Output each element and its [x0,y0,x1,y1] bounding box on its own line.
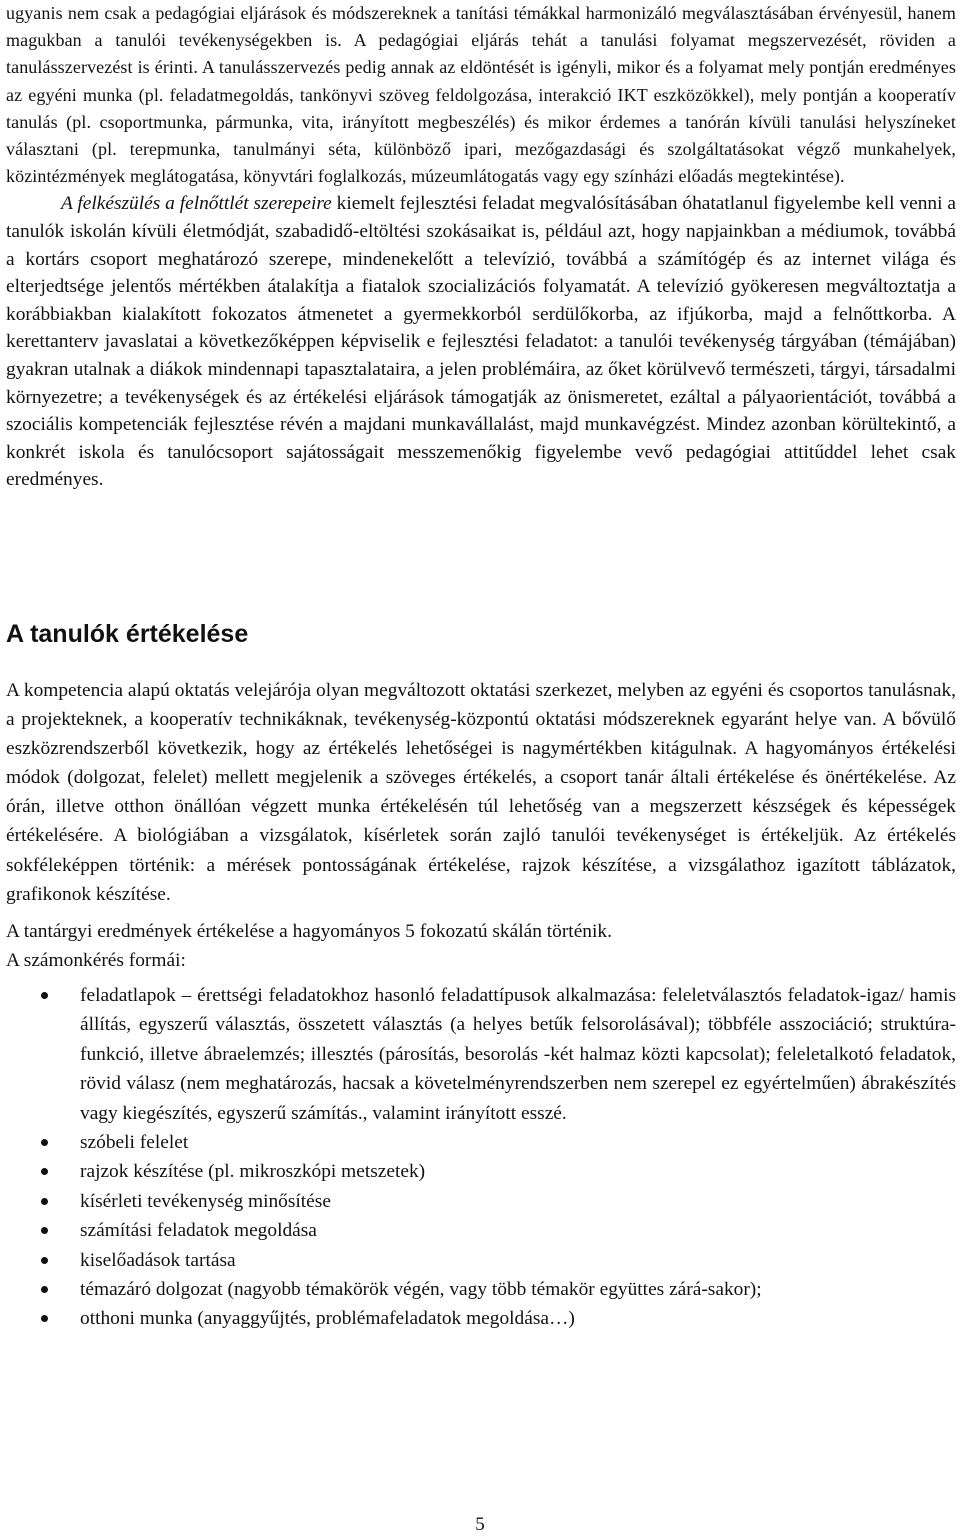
list-item: témazáró dolgozat (nagyobb témakörök végén, vagy több témakör együttes zárá-sakor); [6,1275,956,1304]
bullet-icon [41,992,48,999]
list-item: feladatlapok – érettségi feladatokhoz hasonló feladattípusok alkalmazása: feleletválasztós feladatok-igaz/ hamis állítás, egyszerű választás, összetett választás (a helyes betűk felsorolásával); többféle asszociáció; struktúra-funkció, illetve ábraelemzés; illesztés (párosítás, besorolás -két halmaz közti kapcsolat); feleletalkotó feladatok, rövid válasz (nem meghatározás, hacsak a követelményrendszerben nem szerepel ez egyértelműen) ábrakészítés vagy kiegészítés, egyszerű számítás., valamint irányított esszé. [6,981,956,1128]
bullet-icon [41,1257,48,1264]
bullet-icon [41,1286,48,1293]
assessment-section [6,676,956,1334]
paragraph-assessment-forms: A számonkérés formái: [6,949,186,971]
document-page [6,0,956,494]
paragraph-grading-scale: A tantárgyi eredmények értékelése a hagyományos 5 fokozatú skálán történik. [6,920,612,942]
list-item: számítási feladatok megoldása [6,1216,956,1245]
paragraph-learning-organization: ugyanis nem csak a pedagógiai eljárások és módszereknek a tanítási témákkal harmonizáló megválasztásában érvényesül, hanem magukban a tanulói tevékenységekben is. A pedagógiai eljárás tehát a tanulási folyamat megszervezését, röviden a tanulásszervezést is érinti. A tanulásszervezés pedig annak az eldöntését is igényli, mikor és a folyamat mely pontján eredményes az egyéni munka (pl. feladatmegoldás, tankönyvi szöveg feldolgozása, interakció IKT eszközökkel), mely pontján a kooperatív tanulás (pl. csoportmunka, pármunka, vita, irányított megbeszélés) és mikor érdemes a tanórán kívüli tanulási helyszíneket választani (pl. terepmunka, tanulmányi séta, különböző ipari, mezőgazdasági és szolgáltatásokat végző munkahelyek, közintézmények meglátogatása, könyvtári foglalkozás, múzeumlátogatás vagy egy színházi előadás megtekintése). [6,3,956,187]
emphasis-phrase: A felkészülés a felnőttlét szerepeire [61,193,332,215]
bullet-icon [41,1315,48,1322]
section-heading: A tanulók értékelése [6,620,249,648]
paragraph-text: kiemelt fejlesztési feladat megvalósításában óhatatlanul figyelembe kell venni a tanulók iskolán kívüli életmódját, szabadidő-eltöltési szokásaikat is, például azt, hogy napjainkban a médiumok, továbbá a kortárs csoport meghatározó szerepe, mindenekelőtt a televízió, továbbá a számítógép és az internet világa és elterjedtsége jelentős mértékben átalakítja a fiatalok szocializációs folyamatát. A televízió gyökeresen megváltoztatja a korábbiakban kialakított fokozatos átmenetet a gyermekkorból serdülőkorba, az ifjúkorba, majd a felnőttkorba. A kerettanterv javaslatai a következőképpen képviselik e fejlesztési feladatot: a tanulói tevékenység tárgyában (témájában) gyakran utalnak a diákok mindennapi tapasztalataira, a jelen problémáira, az őket körülvevő természeti, tárgyi, társadalmi környezetre; a tevékenységek és az értékelési eljárások támogatják az önismeretet, ezáltal a pályaorientációt, továbbá a szociális kompetenciák fejlesztése révén a majdani munkavállalást, majd munkavégzést. Mindez azonban körültekintő, a konkrét iskola és tanulócsoport sajátosságait messzemenőkig figyelembe vevő pedagógiai attitűddel lehet csak eredményes. [6,193,956,491]
bullet-icon [41,1168,48,1175]
paragraph-assessment-intro: A kompetencia alapú oktatás velejárója olyan megváltozott oktatási szerkezet, melyben az egyéni és csoportos tanulásnak, a projekteknek, a kooperatív technikáknak, tevékenység-központú oktatási módszereknek egyaránt helye van. A bővülő eszközrendszerből következik, hogy az értékelés lehetőségei is nagymértékben kitágulnak. A hagyományos értékelési módok (dolgozat, felelet) mellett megjelenik a szöveges értékelés, a csoport tanár általi értékelése és önértékelése. Az órán, illetve otthon önállóan végzett munka értékelésén túl lehetőség van a megszerzett készségek és képességek értékelésére. A biológiában a vizsgálatok, kísérletek során zajló tanulói tevékenységet is értékeljük. Az értékelés sokféleképpen történik: a mérések pontosságának értékelése, rajzok készítése, a vizsgálathoz igazított táblázatok, grafikonok készítése. [6,680,956,905]
bullet-icon [41,1139,48,1146]
bullet-icon [41,1227,48,1234]
assessment-forms-list [6,981,956,1334]
list-item: kiselőadások tartása [6,1246,956,1275]
page-number: 5 [475,1514,485,1535]
bullet-icon [41,1198,48,1205]
list-item: kísérleti tevékenység minősítése [6,1187,956,1216]
list-item: rajzok készítése (pl. mikroszkópi metszetek) [6,1157,956,1186]
paragraph-adulthood-preparation [6,190,956,494]
list-item: szóbeli felelet [6,1128,956,1157]
list-item: otthoni munka (anyaggyűjtés, problémafeladatok megoldása…) [6,1304,956,1333]
